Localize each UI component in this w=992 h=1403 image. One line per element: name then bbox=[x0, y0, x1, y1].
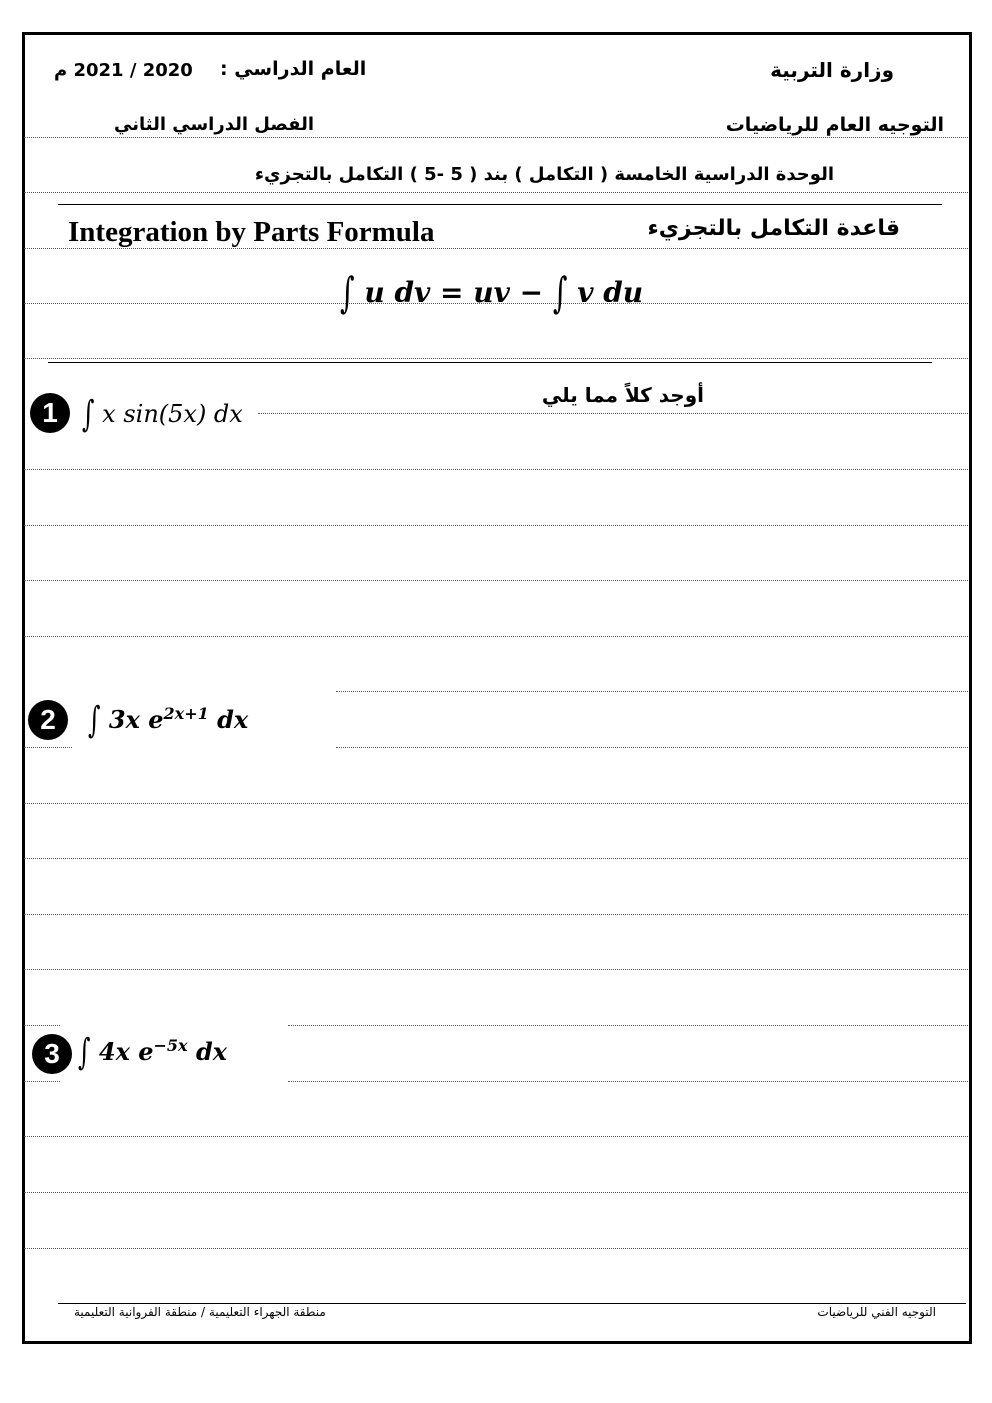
ruled-line bbox=[24, 248, 968, 249]
problem-number-badge: 2 bbox=[28, 700, 68, 740]
problem-1-integrand: x sin(5x) dx bbox=[102, 400, 243, 428]
semester-label: الفصل الدراسي الثاني bbox=[114, 114, 314, 135]
problem-1-expression bbox=[82, 393, 243, 435]
section-divider bbox=[48, 362, 932, 363]
formula-title-en: Integration by Parts Formula bbox=[68, 216, 435, 248]
problem-2-differential: dx bbox=[217, 705, 249, 734]
integral-sign-icon: ∫ bbox=[88, 699, 101, 741]
problem-2-base: 3x e bbox=[108, 705, 164, 734]
problem-3-expression bbox=[78, 1031, 228, 1073]
ruled-line bbox=[24, 358, 968, 359]
ruled-line bbox=[24, 1248, 968, 1249]
ruled-line bbox=[288, 1025, 968, 1026]
academic-year-label: العام الدراسي : bbox=[220, 58, 367, 80]
integration-by-parts-formula bbox=[340, 267, 644, 318]
ruled-line bbox=[24, 469, 968, 470]
ruled-line bbox=[24, 747, 72, 748]
integral-sign-icon: ∫ bbox=[340, 267, 355, 318]
problem-number-badge: 1 bbox=[30, 393, 70, 433]
instruction-text: أوجد كلاً مما يلي bbox=[541, 383, 704, 407]
ruled-line bbox=[24, 525, 968, 526]
ruled-line bbox=[24, 1025, 60, 1026]
problem-number-badge: 3 bbox=[32, 1034, 72, 1074]
ruled-line bbox=[288, 1081, 968, 1082]
ruled-line bbox=[24, 1192, 968, 1193]
section-divider bbox=[58, 204, 942, 205]
problem-3-differential: dx bbox=[195, 1037, 228, 1066]
ministry-label: وزارة التربية bbox=[770, 58, 894, 82]
ruled-line bbox=[258, 413, 968, 414]
problem-3-exponent: −5x bbox=[153, 1036, 188, 1055]
integral-sign-icon: ∫ bbox=[552, 267, 568, 318]
unit-title: الوحدة الدراسية الخامسة ( التكامل ) بند ( 5 -5 ) التكامل بالتجزيء bbox=[254, 164, 834, 185]
problem-2-expression bbox=[88, 699, 249, 741]
integral-sign-icon: ∫ bbox=[82, 393, 95, 435]
formula-title-ar: قاعدة التكامل بالتجزيء bbox=[647, 216, 900, 241]
ruled-line bbox=[24, 137, 968, 138]
ruled-line bbox=[24, 1136, 968, 1137]
directorate-label: التوجيه العام للرياضيات bbox=[725, 114, 944, 136]
footer-divider bbox=[58, 1303, 966, 1304]
academic-year-value: 2020 / 2021 م bbox=[54, 60, 193, 81]
ruled-line bbox=[24, 858, 968, 859]
formula-rhs: v du bbox=[577, 276, 644, 309]
integral-sign-icon: ∫ bbox=[78, 1031, 91, 1073]
ruled-line bbox=[24, 914, 968, 915]
ruled-line bbox=[24, 1081, 60, 1082]
formula-lhs: u dv = uv − bbox=[364, 276, 544, 309]
footer-right-text: التوجيه الفني للرياضيات bbox=[817, 1305, 936, 1319]
ruled-line bbox=[336, 691, 968, 692]
ruled-line bbox=[24, 580, 968, 581]
problem-3-base: 4x e bbox=[98, 1037, 154, 1066]
problem-2-exponent: 2x+1 bbox=[163, 704, 209, 723]
ruled-line bbox=[336, 747, 968, 748]
ruled-line bbox=[24, 969, 968, 970]
ruled-line bbox=[24, 192, 968, 193]
ruled-line bbox=[24, 803, 968, 804]
ruled-line bbox=[24, 636, 968, 637]
footer-left-text: منطقة الجهراء التعليمية / منطقة الفروانية التعليمية bbox=[74, 1305, 326, 1319]
